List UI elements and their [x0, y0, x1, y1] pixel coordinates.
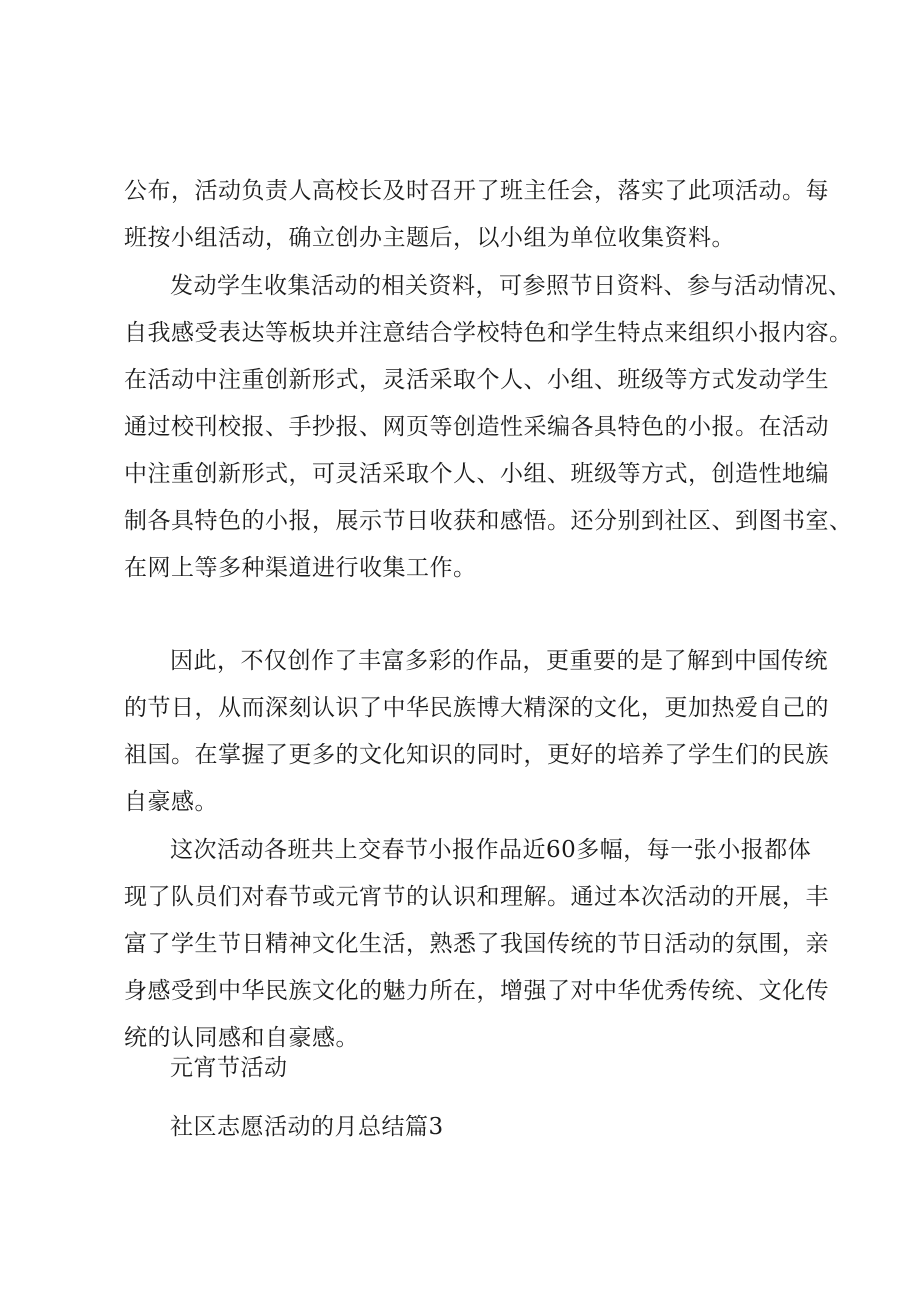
paragraph-line: 中注重创新形式，可灵活采取个人、小组、班级等方式，创造性地编 — [124, 461, 829, 487]
paragraph-line: 自我感受表达等板块并注意结合学校特色和学生特点来组织小报内容。 — [124, 320, 853, 346]
paragraph-line: 祖国。在掌握了更多的文化知识的同时，更好的培养了学生们的民族 — [124, 742, 829, 768]
paragraph-line: 班按小组活动，确立创办主题后，以小组为单位收集资料。 — [124, 225, 735, 251]
paragraph-4 — [124, 827, 829, 1062]
paragraph-line: 富了学生节日精神文化生活，熟悉了我国传统的节日活动的氛围，亲 — [124, 931, 829, 957]
section-heading-lantern-festival — [124, 1045, 824, 1092]
heading-text: 社区志愿活动的月总结篇3 — [170, 1114, 444, 1140]
paragraph-line: 统的认同感和自豪感。 — [124, 1025, 359, 1051]
paragraph-line: 的节日，从而深刻认识了中华民族博大精深的文化，更加热爱自己的 — [124, 695, 829, 721]
paragraph-line: 在网上等多种渠道进行收集工作。 — [124, 555, 477, 581]
paragraph-line: 身感受到中华民族文化的魅力所在，增强了对中华优秀传统、文化传 — [124, 978, 829, 1004]
paragraph-line: 公布，活动负责人高校长及时召开了班主任会，落实了此项活动。每 — [124, 178, 829, 204]
paragraph-line: 自豪感。 — [124, 789, 218, 815]
section-heading-summary-3 — [124, 1104, 824, 1151]
paragraph-line: 通过校刊校报、手抄报、网页等创造性采编各具特色的小报。在活动 — [124, 414, 829, 440]
paragraph-2 — [124, 263, 853, 592]
paragraph-line: 这次活动各班共上交春节小报作品近60多幅，每一张小报都体 — [170, 837, 812, 863]
paragraph-3 — [124, 638, 829, 826]
heading-text: 元宵节活动 — [170, 1055, 288, 1081]
paragraph-1 — [124, 168, 829, 262]
paragraph-line: 在活动中注重创新形式，灵活采取个人、小组、班级等方式发动学生 — [124, 367, 829, 393]
paragraph-line: 制各具特色的小报，展示节日收获和感悟。还分别到社区、到图书室、 — [124, 508, 853, 534]
paragraph-line: 因此，不仅创作了丰富多彩的作品，更重要的是了解到中国传统 — [170, 648, 828, 674]
paragraph-line: 发动学生收集活动的相关资料，可参照节日资料、参与活动情况、 — [170, 273, 852, 299]
paragraph-line: 现了队员们对春节或元宵节的认识和理解。通过本次活动的开展，丰 — [124, 884, 829, 910]
